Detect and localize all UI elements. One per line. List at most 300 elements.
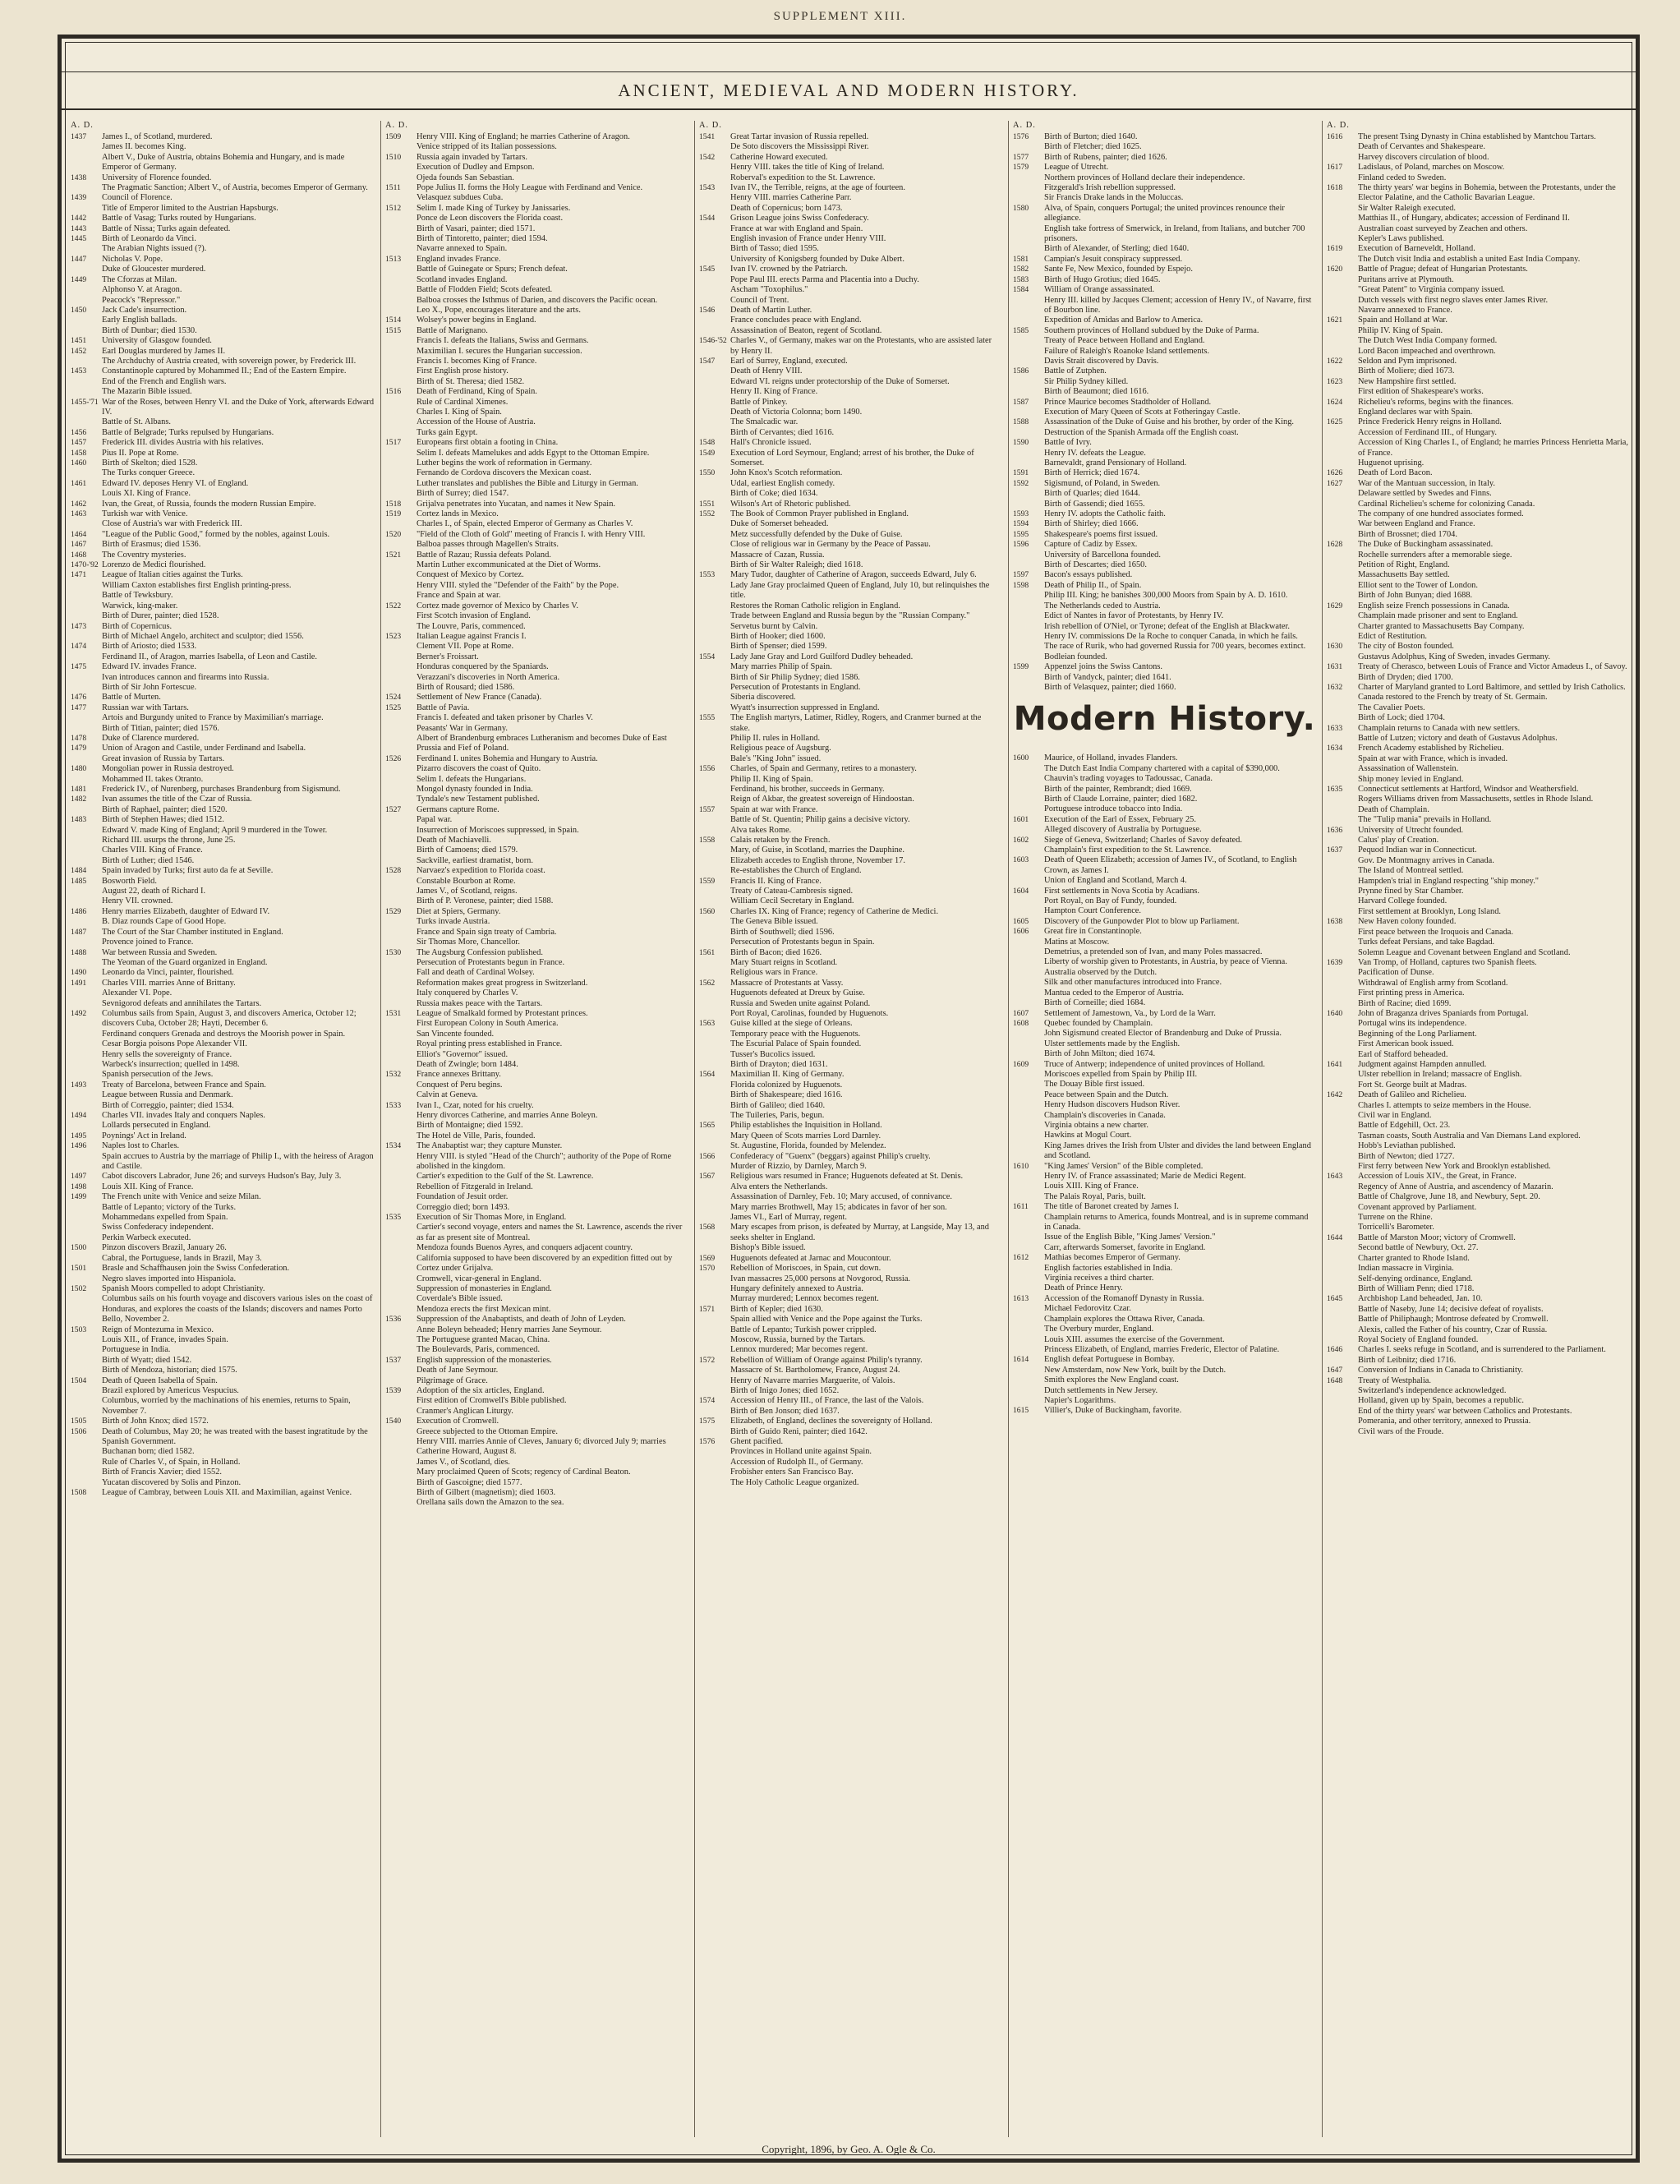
entry-year: 1576 xyxy=(1013,132,1029,141)
history-entry xyxy=(385,1437,688,1458)
entry-text: Champlain's discoveries in Canada. xyxy=(1044,1110,1166,1120)
entry-text: Rogers Williams driven from Massachusetts, settles in Rhode Island. xyxy=(1358,795,1594,804)
history-entry xyxy=(699,1009,1002,1019)
entry-year xyxy=(71,1121,102,1131)
entry-year xyxy=(699,703,730,713)
entry-year xyxy=(71,1254,102,1264)
history-entry xyxy=(699,896,1002,906)
history-entry xyxy=(71,958,375,968)
history-entry xyxy=(1327,1162,1630,1172)
history-entry xyxy=(71,938,375,947)
entry-year: 1584 xyxy=(1013,285,1029,295)
entry-text: End of the thirty years' war between Catholics and Protestants. xyxy=(1358,1406,1572,1416)
history-entry xyxy=(699,1060,1002,1070)
entry-year: 1509 xyxy=(385,132,402,141)
entry-text: Naples lost to Charles. xyxy=(102,1141,180,1151)
entry-year xyxy=(385,1294,417,1304)
entry-text: Death of Philip II., of Spain. xyxy=(1044,580,1142,590)
entry-text: Birth of Sir Philip Sydney; died 1586. xyxy=(730,672,860,682)
history-entry xyxy=(385,1376,688,1386)
history-entry xyxy=(385,988,688,998)
history-entry xyxy=(385,204,688,214)
entry-year xyxy=(71,754,102,764)
entry-text: Birth of Gilbert (magnetism); died 1603. xyxy=(417,1488,556,1498)
entry-text: Birth of Titian, painter; died 1576. xyxy=(102,723,219,733)
history-entry xyxy=(71,1213,375,1223)
entry-year: 1606 xyxy=(1013,927,1029,937)
history-entry xyxy=(1327,265,1630,274)
entry-text: Moriscoes expelled from Spain by Philip III. xyxy=(1044,1069,1198,1079)
entry-text: Artois and Burgundy united to France by Maximilian's marriage. xyxy=(102,713,324,723)
entry-text: Mary, of Guise, in Scotland, marries the Dauphine. xyxy=(730,845,904,855)
entry-year: 1543 xyxy=(699,183,716,193)
entry-year xyxy=(1013,1039,1044,1049)
history-entry xyxy=(699,387,1002,397)
entry-text: Birth of Montaigne; died 1592. xyxy=(417,1121,523,1131)
history-entry xyxy=(1327,1060,1630,1070)
entry-year: 1539 xyxy=(385,1385,402,1395)
entry-text: Ulster rebellion in Ireland; massacre of English. xyxy=(1358,1070,1522,1080)
entry-text: Birth of Raphael, painter; died 1520. xyxy=(102,804,228,814)
entry-text: Bishop's Bible issued. xyxy=(730,1243,806,1253)
entry-year xyxy=(699,1376,730,1386)
entry-text: Religious peace of Augsburg. xyxy=(730,744,831,753)
entry-text: Birth of Southwell; died 1596. xyxy=(730,927,835,937)
history-entry xyxy=(1327,1080,1630,1090)
history-entry xyxy=(71,764,375,774)
history-entry xyxy=(699,224,1002,234)
entry-text: Henry IV. of France assassinated; Marie de Medici Regent. xyxy=(1044,1172,1246,1181)
history-entry xyxy=(385,896,688,906)
entry-year xyxy=(71,1203,102,1213)
history-entry xyxy=(699,1437,1002,1447)
history-entry xyxy=(385,1009,688,1019)
history-entry xyxy=(1327,836,1630,845)
entry-text: Religious wars in France. xyxy=(730,968,818,978)
history-entry xyxy=(1013,326,1316,336)
entry-text: Spanish Moors compelled to adopt Christianity. xyxy=(102,1283,265,1293)
history-entry xyxy=(1327,357,1630,366)
entry-text: Great fire in Constantinople. xyxy=(1044,927,1142,937)
entry-year xyxy=(1327,1417,1358,1426)
entry-text: The Mazarin Bible issued. xyxy=(102,387,192,397)
history-entry xyxy=(1013,1283,1316,1293)
entry-year xyxy=(699,896,730,906)
entry-text: Canada restored to the French by treaty of St. Germain. xyxy=(1358,693,1548,703)
entry-year xyxy=(1013,1090,1044,1100)
entry-year xyxy=(385,234,417,244)
entry-text: Earl of Surrey, England, executed. xyxy=(730,356,848,366)
history-entry xyxy=(1327,1315,1630,1325)
entry-year: 1461 xyxy=(71,478,87,488)
entry-year xyxy=(71,917,102,927)
entry-text: University of Florence founded. xyxy=(102,173,212,182)
entry-year xyxy=(1013,316,1044,325)
entry-text: James VI., Earl of Murray, regent. xyxy=(730,1213,847,1223)
entry-year: 1542 xyxy=(699,152,716,162)
entry-year: 1550 xyxy=(699,468,716,478)
entry-year xyxy=(71,826,102,836)
entry-year xyxy=(699,275,730,285)
entry-year xyxy=(1013,601,1044,611)
history-entry xyxy=(1013,825,1316,835)
history-entry xyxy=(71,387,375,397)
entry-year xyxy=(1327,948,1358,958)
entry-year xyxy=(385,398,417,408)
history-entry xyxy=(1013,1009,1316,1019)
entry-text: Birth of Alexander, of Sterling; died 1640. xyxy=(1044,244,1190,254)
history-entry xyxy=(1013,642,1316,652)
history-entry xyxy=(71,377,375,387)
entry-year xyxy=(385,1039,417,1049)
entry-year xyxy=(699,244,730,254)
entry-year xyxy=(71,1294,102,1325)
entry-year: 1530 xyxy=(385,947,402,957)
entry-text: Birth of Newton; died 1727. xyxy=(1358,1151,1455,1161)
entry-year xyxy=(1013,408,1044,417)
entry-text: Battle of Lepanto; Turkish power crippled. xyxy=(730,1325,877,1334)
entry-text: Henry marries Elizabeth, daughter of Edward IV. xyxy=(102,906,270,916)
history-entry xyxy=(699,428,1002,438)
entry-text: Warwick, king-maker. xyxy=(102,601,178,611)
entry-year xyxy=(699,1090,730,1100)
entry-year: 1559 xyxy=(699,876,716,886)
history-entry xyxy=(1013,1019,1316,1029)
history-entry xyxy=(699,907,1002,917)
history-entry xyxy=(1013,1080,1316,1090)
entry-year xyxy=(71,417,102,427)
entry-year xyxy=(1013,1100,1044,1110)
entry-text: Princess Elizabeth, of England, marries Frederic, Elector of Palatine. xyxy=(1044,1344,1280,1354)
history-entry xyxy=(1013,183,1316,193)
entry-year: 1635 xyxy=(1327,785,1343,794)
history-entry xyxy=(71,1386,375,1396)
entry-year: 1485 xyxy=(71,876,87,886)
entry-year: 1639 xyxy=(1327,957,1343,967)
history-entry xyxy=(385,866,688,876)
history-entry xyxy=(1013,938,1316,947)
entry-year xyxy=(1013,968,1044,978)
entry-year: 1516 xyxy=(385,387,402,397)
history-entry xyxy=(385,377,688,387)
history-entry xyxy=(1013,224,1316,245)
history-entry xyxy=(71,1325,375,1335)
history-entry xyxy=(1327,306,1630,316)
entry-year xyxy=(385,591,417,601)
entry-year: 1623 xyxy=(1327,376,1343,386)
entry-year xyxy=(1013,428,1044,438)
entry-year xyxy=(71,296,102,306)
entry-year xyxy=(1013,244,1044,254)
entry-text: Philip establishes the Inquisition in Holland. xyxy=(730,1121,882,1131)
entry-text: Wolsey's power begins in England. xyxy=(417,316,536,325)
history-entry xyxy=(71,693,375,703)
entry-year: 1576 xyxy=(699,1437,716,1446)
entry-year xyxy=(71,1335,102,1345)
history-entry xyxy=(699,652,1002,662)
history-entry xyxy=(71,1427,375,1448)
entry-year xyxy=(1327,408,1358,417)
history-entry xyxy=(699,1223,1002,1243)
history-entry xyxy=(385,1080,688,1090)
history-entry xyxy=(71,1030,375,1039)
history-entry xyxy=(1327,540,1630,550)
entry-year xyxy=(71,468,102,478)
entry-year: 1515 xyxy=(385,325,402,335)
entry-text: Italian League against Francis I. xyxy=(417,631,527,641)
entry-year xyxy=(385,1396,417,1406)
entry-year xyxy=(71,244,102,254)
history-entry xyxy=(699,1192,1002,1202)
entry-text: Northern provinces of Holland declare their independence. xyxy=(1044,173,1245,182)
entry-text: Verazzani's discoveries in North America. xyxy=(417,672,560,682)
entry-text: Charter granted to Rhode Island. xyxy=(1358,1253,1470,1263)
entry-year: 1601 xyxy=(1013,814,1029,824)
entry-year xyxy=(1013,551,1044,560)
entry-year xyxy=(1327,560,1358,570)
history-entry xyxy=(385,948,688,958)
history-entry xyxy=(71,1345,375,1355)
entry-year xyxy=(1013,1283,1044,1293)
entry-text: Turks invade Austria. xyxy=(417,917,490,927)
entry-text: Assassination of the Duke of Guise and his brother, by order of the King. xyxy=(1044,417,1295,427)
entry-text: Mendoza erects the first Mexican mint. xyxy=(417,1304,551,1314)
entry-text: Adoption of the six articles, England. xyxy=(417,1385,545,1395)
entry-text: Massacre of Protestants at Vassy. xyxy=(730,978,844,988)
history-entry xyxy=(699,1264,1002,1274)
entry-year xyxy=(71,775,102,785)
entry-text: Ulster settlements made by the English. xyxy=(1044,1039,1181,1048)
entry-year: 1497 xyxy=(71,1172,87,1182)
history-entry xyxy=(385,255,688,265)
history-entry xyxy=(71,1366,375,1375)
history-entry xyxy=(699,805,1002,815)
entry-year xyxy=(1327,775,1358,785)
entry-year: 1486 xyxy=(71,906,87,916)
entry-year xyxy=(699,581,730,601)
entry-year: 1449 xyxy=(71,274,87,284)
history-entry xyxy=(71,398,375,418)
history-entry xyxy=(1327,866,1630,876)
entry-year xyxy=(699,826,730,836)
entry-year xyxy=(71,153,102,173)
entry-year xyxy=(1327,866,1358,876)
history-entry xyxy=(1013,622,1316,632)
entry-year xyxy=(699,632,730,642)
entry-text: William of Orange assassinated. xyxy=(1044,285,1155,295)
history-entry xyxy=(71,366,375,376)
entry-year xyxy=(699,224,730,234)
entry-year: 1545 xyxy=(699,265,716,274)
entry-text: The Smalcadic war. xyxy=(730,417,799,427)
entry-year: 1636 xyxy=(1327,825,1343,835)
history-entry xyxy=(385,1101,688,1111)
history-entry xyxy=(1013,1192,1316,1202)
history-entry xyxy=(1013,1375,1316,1385)
entry-text: The company of one hundred associates formed. xyxy=(1358,509,1524,519)
entry-year xyxy=(1327,703,1358,713)
history-entry xyxy=(71,142,375,152)
history-entry xyxy=(71,611,375,621)
history-entry xyxy=(1327,234,1630,244)
history-entry xyxy=(1327,896,1630,906)
entry-year xyxy=(1327,815,1358,825)
history-entry xyxy=(1013,601,1316,611)
history-entry xyxy=(1327,316,1630,325)
entry-text: Pinzon discovers Brazil, January 26. xyxy=(102,1243,227,1253)
entry-text: Lady Jane Gray and Lord Guilford Dudley beheaded. xyxy=(730,652,914,661)
entry-text: Death of Queen Elizabeth; accession of James IV., of Scotland, to English Crown, as James I. xyxy=(1044,855,1297,875)
entry-year xyxy=(1013,1304,1044,1314)
entry-text: Capture of Cadiz by Essex. xyxy=(1044,540,1138,550)
entry-text: Persecution of Protestants begun in Spain. xyxy=(730,938,875,947)
history-entry xyxy=(699,979,1002,988)
history-entry xyxy=(699,285,1002,295)
history-entry xyxy=(385,795,688,804)
entry-year: 1544 xyxy=(699,214,716,223)
entry-text: Cabot discovers Labrador, June 26; and surveys Hudson's Bay, July 3. xyxy=(102,1172,342,1182)
history-entry xyxy=(71,999,375,1009)
history-entry xyxy=(71,1203,375,1213)
entry-year xyxy=(1327,856,1358,866)
history-entry xyxy=(1013,500,1316,509)
entry-year xyxy=(699,815,730,825)
history-entry xyxy=(385,530,688,540)
entry-year xyxy=(1327,1152,1358,1162)
entry-text: Alexander VI. Pope. xyxy=(102,988,173,998)
history-entry xyxy=(699,632,1002,642)
entry-text: Close of Austria's war with Frederick III. xyxy=(102,519,242,529)
entry-year xyxy=(699,285,730,295)
entry-text: Cartier's second voyage, enters and names the St. Lawrence, ascends the river as far as present site of Montreal. xyxy=(417,1223,683,1242)
entry-year: 1570 xyxy=(699,1264,716,1274)
entry-text: The Court of the Star Chamber instituted in England. xyxy=(102,927,283,937)
entry-text: Battle of Edgehill, Oct. 23. xyxy=(1358,1121,1451,1131)
entry-year xyxy=(699,1407,730,1417)
history-entry xyxy=(385,366,688,376)
entry-text: The Portuguese granted Macao, China. xyxy=(417,1334,550,1344)
entry-text: The Augsburg Confession published. xyxy=(417,947,543,957)
entry-text: The Turks conquer Greece. xyxy=(102,468,196,478)
history-entry xyxy=(1013,1386,1316,1396)
history-entry xyxy=(1013,347,1316,357)
entry-year: 1502 xyxy=(71,1283,87,1293)
entry-text: Matins at Moscow. xyxy=(1044,937,1110,947)
entry-text: Henry Hudson discovers Hudson River. xyxy=(1044,1100,1181,1110)
entry-year xyxy=(71,265,102,274)
entry-text: Petition of Right, England. xyxy=(1358,560,1450,570)
history-entry xyxy=(385,509,688,519)
history-entry xyxy=(699,1141,1002,1151)
entry-year xyxy=(699,417,730,427)
entry-year xyxy=(1327,1131,1358,1141)
entry-year xyxy=(699,142,730,152)
entry-text: Servetus burnt by Calvin. xyxy=(730,621,818,631)
entry-year xyxy=(1327,1019,1358,1029)
history-entry xyxy=(1327,387,1630,397)
entry-text: League of Smalkald formed by Protestant princes. xyxy=(417,1008,588,1018)
history-entry xyxy=(1327,826,1630,836)
history-entry xyxy=(1013,1315,1316,1325)
entry-text: Australia observed by the Dutch. xyxy=(1044,967,1158,977)
history-entry xyxy=(1013,1264,1316,1274)
history-entry xyxy=(1327,1345,1630,1355)
history-entry xyxy=(1013,917,1316,927)
entry-year: 1438 xyxy=(71,173,87,182)
history-entry xyxy=(1327,785,1630,795)
entry-year: 1596 xyxy=(1013,540,1029,550)
history-entry xyxy=(385,408,688,417)
history-entry xyxy=(71,1050,375,1060)
entry-year xyxy=(385,265,417,274)
entry-year xyxy=(699,326,730,336)
history-entry xyxy=(1327,1396,1630,1406)
history-entry xyxy=(1013,774,1316,784)
history-entry xyxy=(1013,1304,1316,1314)
entry-text: Death of Henry VIII. xyxy=(730,366,803,376)
entry-year: 1531 xyxy=(385,1008,402,1018)
entry-text: The Palais Royal, Paris, built. xyxy=(1044,1191,1146,1201)
entry-year: 1630 xyxy=(1327,642,1343,652)
entry-text: Accession of the House of Austria. xyxy=(417,417,536,427)
entry-year xyxy=(1327,1254,1358,1264)
entry-text: Francis I. defeats the Italians, Swiss and Germans. xyxy=(417,336,589,346)
history-entry xyxy=(71,438,375,448)
entry-text: Cortez lands in Mexico. xyxy=(417,509,499,519)
history-entry xyxy=(1327,1009,1630,1019)
entry-year xyxy=(699,917,730,927)
entry-year: 1613 xyxy=(1013,1293,1029,1303)
history-entry xyxy=(1013,387,1316,397)
entry-year xyxy=(1327,1335,1358,1345)
entry-year xyxy=(1327,234,1358,244)
history-entry xyxy=(385,1396,688,1406)
history-entry xyxy=(71,173,375,183)
entry-year xyxy=(1013,560,1044,570)
history-entry xyxy=(1327,662,1630,672)
entry-text: De Soto discovers the Mississippi River. xyxy=(730,142,869,152)
entry-year xyxy=(699,795,730,804)
entry-year xyxy=(699,1478,730,1488)
history-entry xyxy=(699,1121,1002,1131)
history-entry xyxy=(699,754,1002,764)
entry-text: Louis XI. King of France. xyxy=(102,489,191,499)
entry-year xyxy=(71,1447,102,1457)
entry-year xyxy=(699,1050,730,1060)
entry-text: Hawkins at Mogul Court. xyxy=(1044,1131,1132,1140)
entry-text: Calvin at Geneva. xyxy=(417,1090,478,1100)
entry-text: Birth of Leonardo da Vinci. xyxy=(102,234,196,244)
history-entry xyxy=(385,622,688,632)
entry-text: Birth of Guido Reni, painter; died 1642. xyxy=(730,1426,868,1436)
history-entry xyxy=(699,1458,1002,1468)
entry-text: Ivan, the Great, of Russia, founds the modern Russian Empire. xyxy=(102,499,316,509)
entry-year xyxy=(699,601,730,611)
entry-text: First European Colony in South America. xyxy=(417,1019,559,1029)
entry-text: Birth of Ariosto; died 1533. xyxy=(102,642,197,652)
entry-text: Battle of St. Albans. xyxy=(102,417,171,427)
history-entry xyxy=(385,611,688,621)
entry-year xyxy=(699,540,730,550)
entry-year: 1463 xyxy=(71,509,87,519)
entry-text: St. Augustine, Florida, founded by Melendez. xyxy=(730,1141,886,1151)
entry-year xyxy=(71,1478,102,1488)
history-entry xyxy=(71,1478,375,1488)
history-entry xyxy=(385,1152,688,1173)
entry-text: Settlement of Jamestown, Va., by Lord de la Warr. xyxy=(1044,1008,1216,1018)
history-entry xyxy=(1327,204,1630,214)
entry-year xyxy=(699,662,730,672)
